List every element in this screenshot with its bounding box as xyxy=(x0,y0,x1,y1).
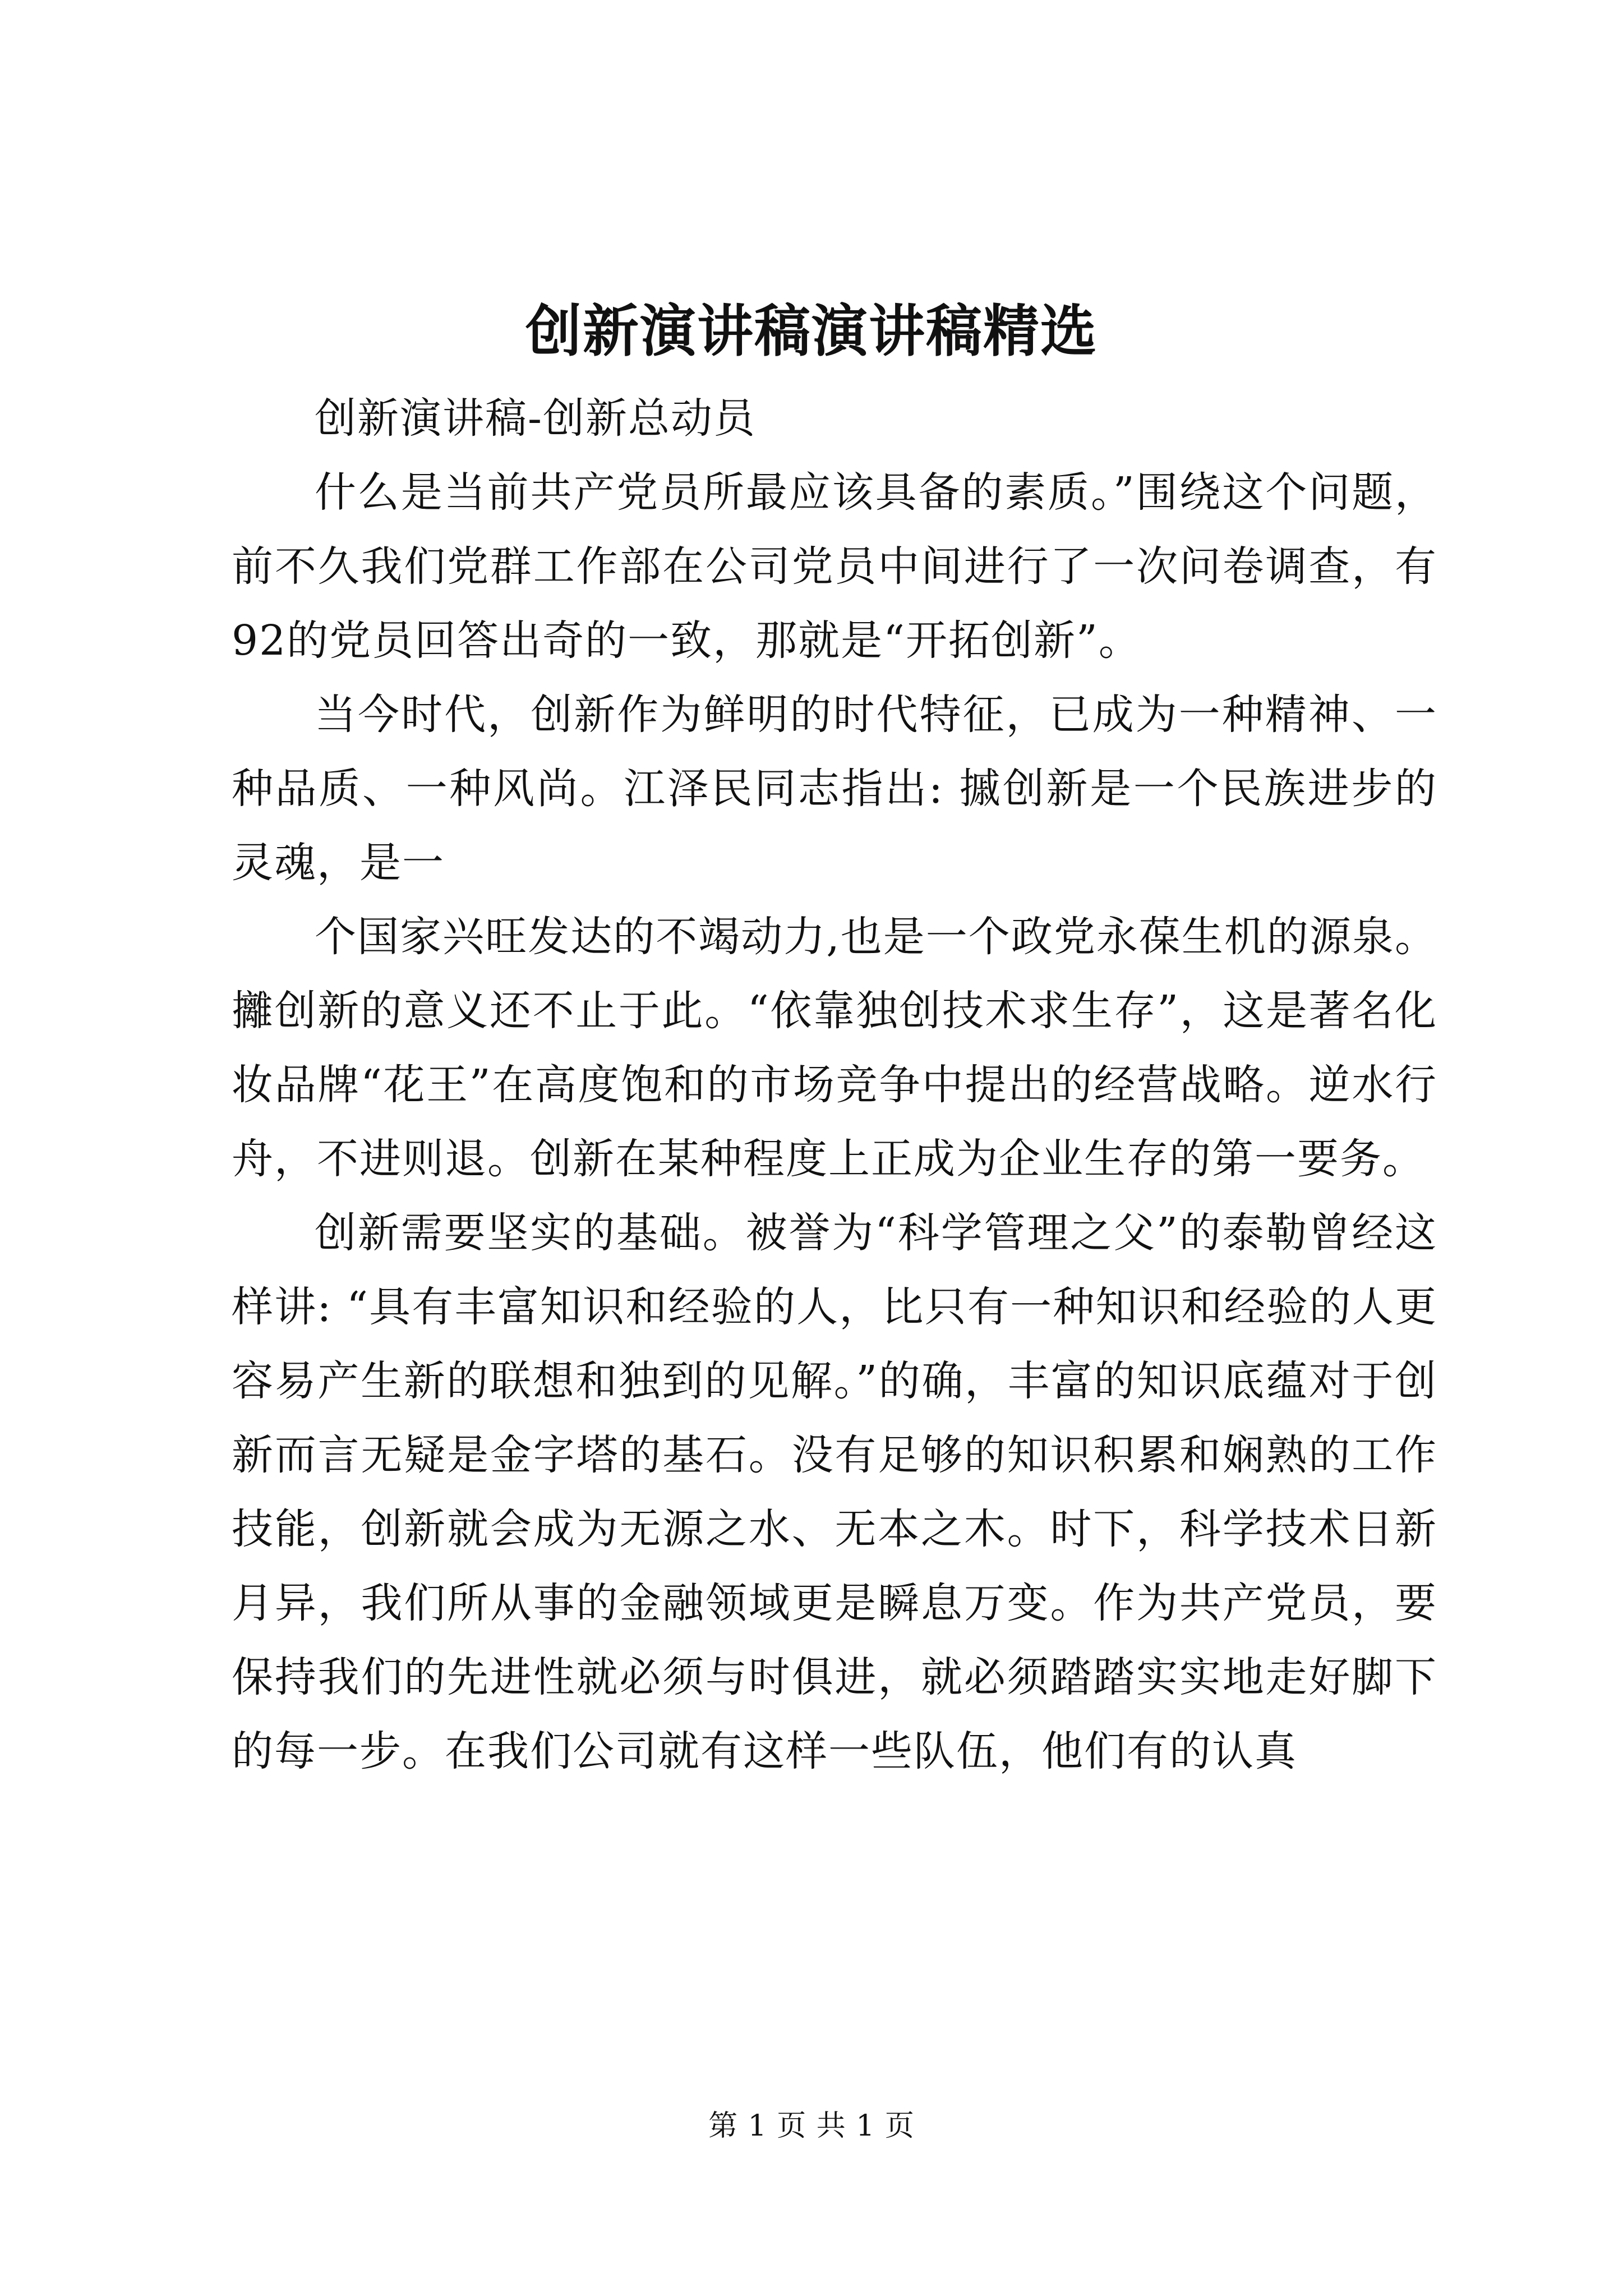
document-body xyxy=(232,381,1437,1788)
paragraph-1: 创新演讲稿-创新总动员 xyxy=(315,394,757,443)
paragraph-4: 个国家兴旺发达的不竭动力,也是一个政党永葆生机的源泉。攡创新的意义还不止于此。“依靠独创技术求生存”，这是著名化妆品牌“花王”在高度饱和的市场竞争中提出的经营战略。逆水行舟，不进则退。创新在某种程度上正成为企业生存的第一要务。 xyxy=(232,913,1437,1183)
paragraph-3: 当今时代，创新作为鲜明的时代特征，已成为一种精神、一种品质、一种风尚。江泽民同志指出: 摵创新是一个民族进步的灵魂，是一 xyxy=(232,691,1437,887)
document-title: 创新演讲稿演讲稿精选 xyxy=(525,298,1098,364)
paragraph-5: 创新需要坚实的基础。被誉为“科学管理之父”的泰勒曾经这样讲: “具有丰富知识和经验的人，比只有一种知识和经验的人更容易产生新的联想和独到的见解。”的确，丰富的知识底蕴对于创新而言无疑是金字塔的基石。没有足够的知识积累和娴熟的工作技能，创新就会成为无源之水、无本之木。时下，科学技术日新月异，我们所从事的金融领域更是瞬息万变。作为共产党员，要保持我们的先进性就必须与时俱进，就必须踏踏实实地走好脚下的每一步。在我们公司就有这样一些队伍，他们有的认真 xyxy=(232,1209,1437,1775)
paragraph-2: 什么是当前共产党员所最应该具备的素质。”围绕这个问题，前不久我们党群工作部在公司党员中间进行了一次问卷调查，有92的党员回答出奇的一致，那就是“开拓创新”。 xyxy=(232,468,1437,665)
page-number-footer: 第 1 页 共 1 页 xyxy=(708,2109,915,2143)
